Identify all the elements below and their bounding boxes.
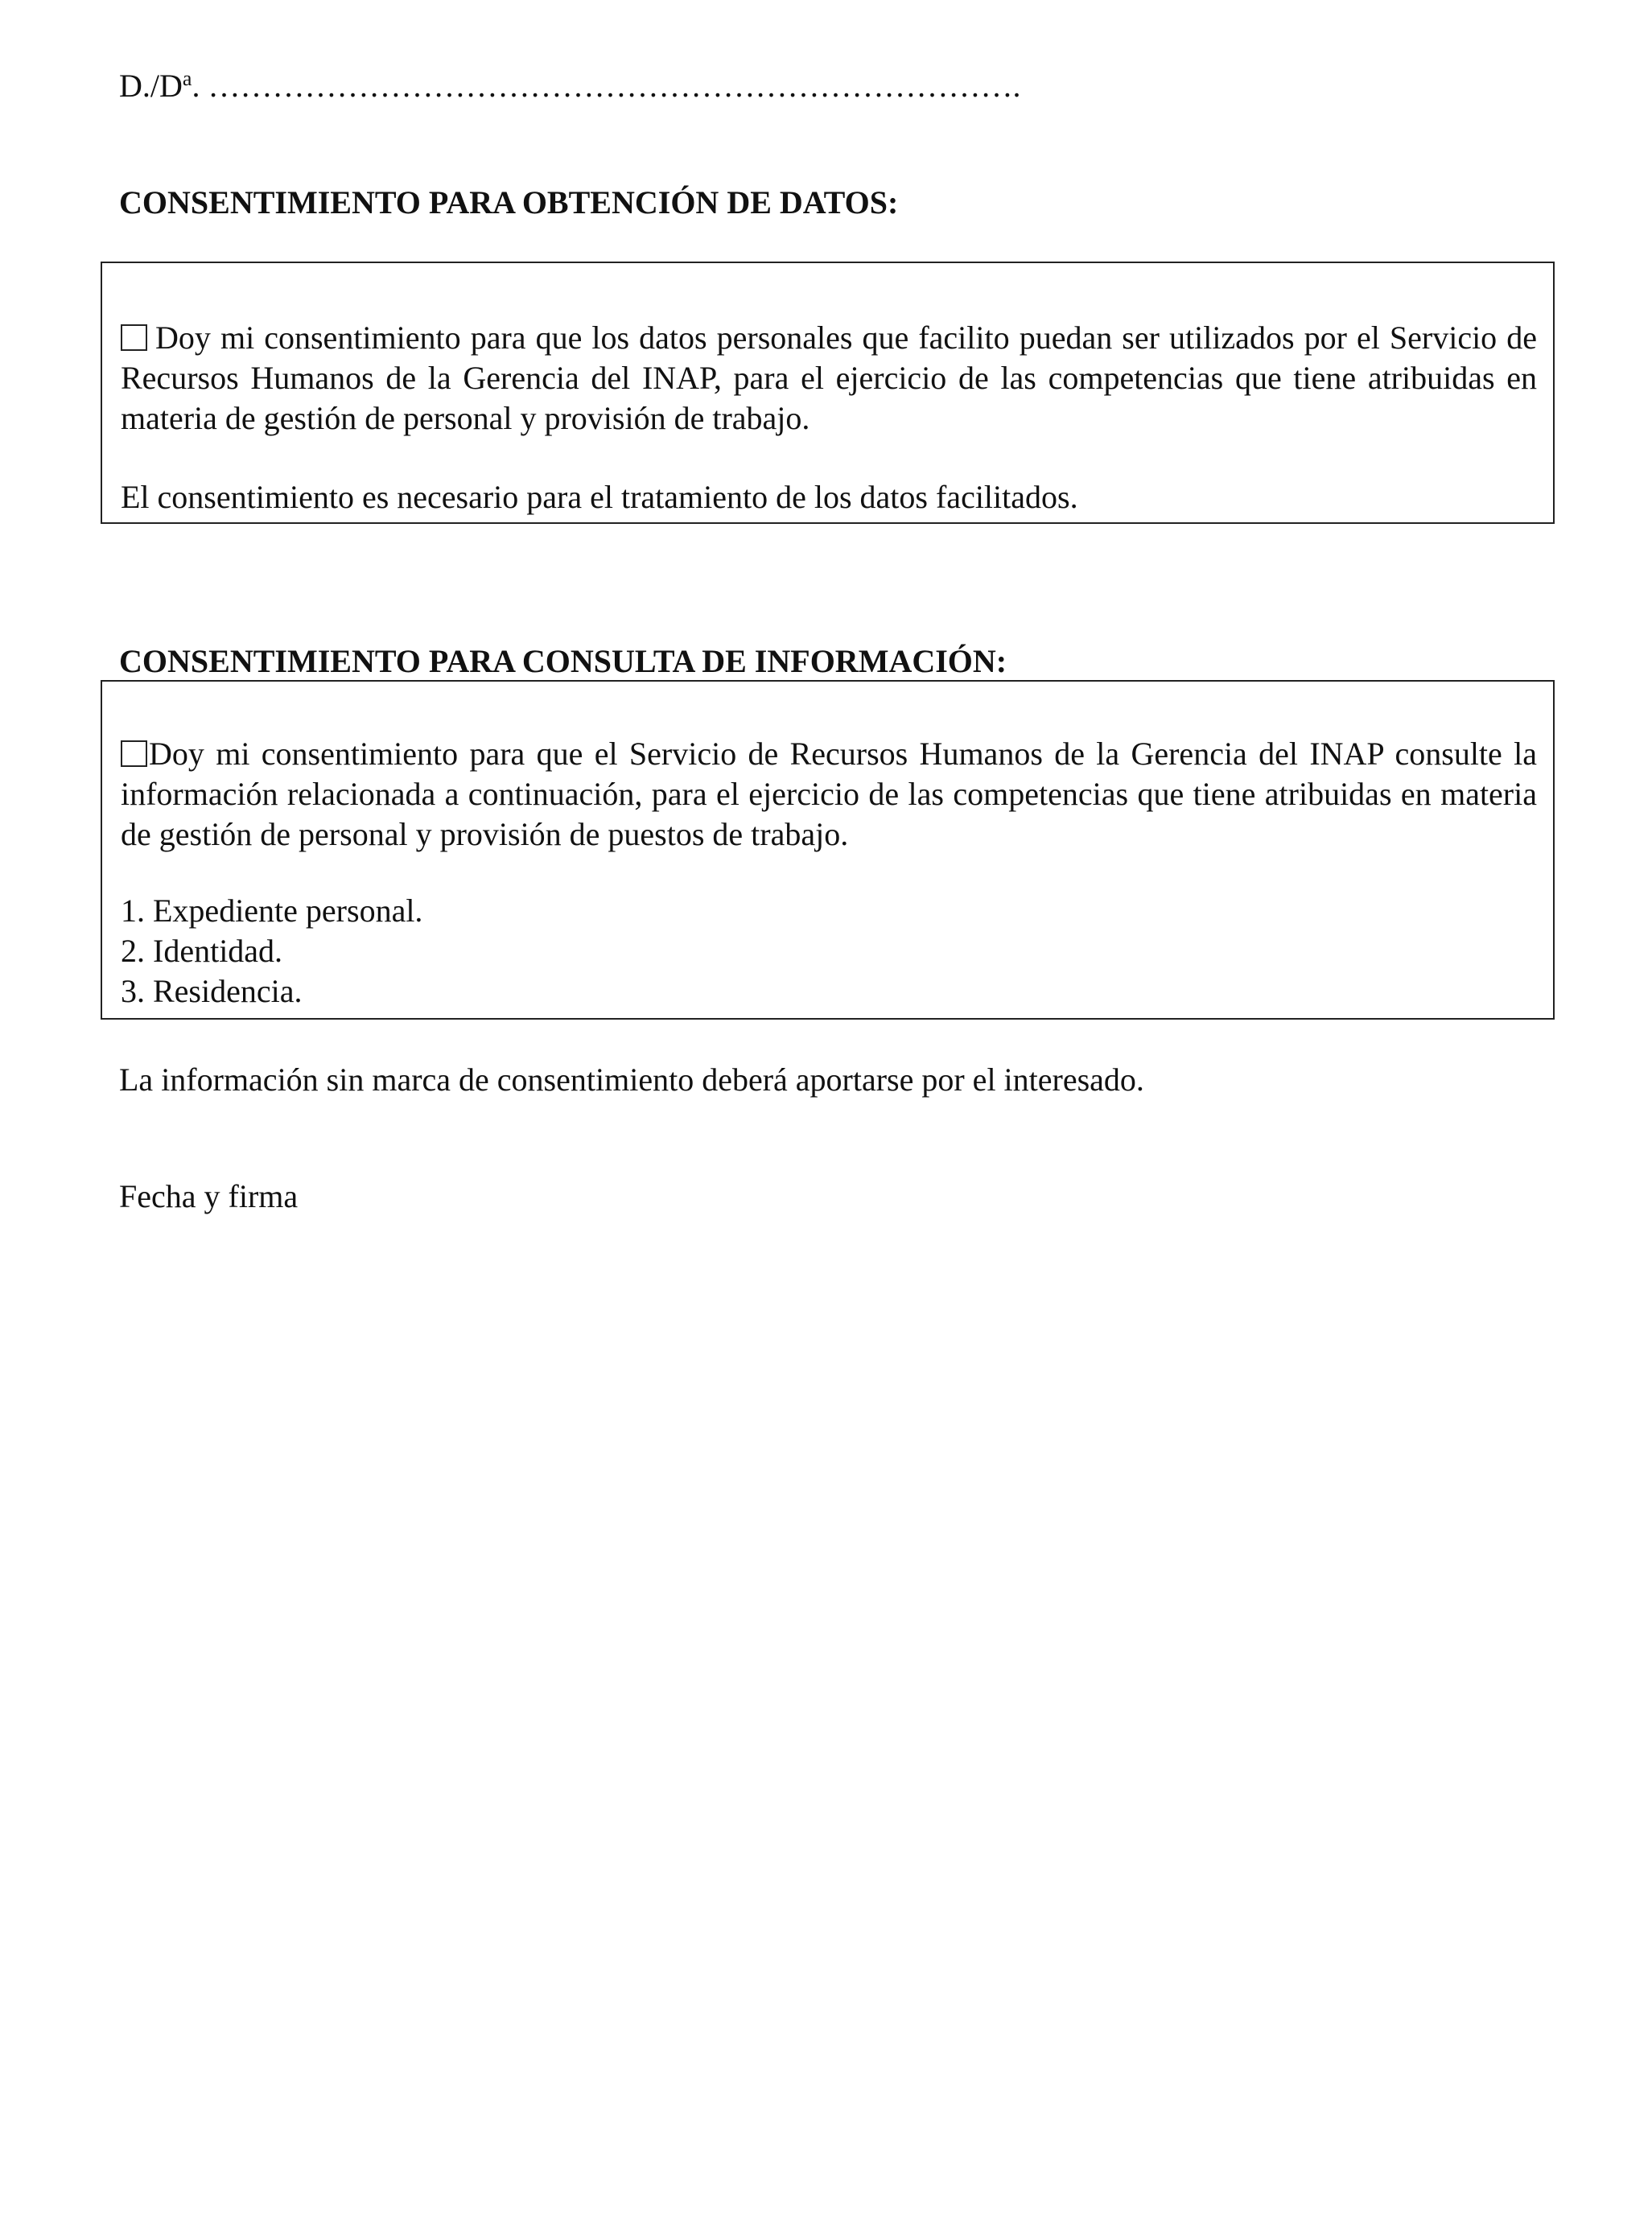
name-prefix: D./D — [119, 68, 183, 104]
section-consulta-title: CONSENTIMIENTO PARA CONSULTA DE INFORMACIÓN: — [119, 643, 1007, 679]
section-datos-note: El consentimiento es necesario para el tratamiento de los datos facilitados. — [121, 479, 1078, 515]
section-datos-box — [101, 262, 1555, 524]
section-consulta-box — [101, 680, 1555, 1020]
name-line — [119, 66, 1020, 106]
section-consulta-list — [121, 891, 1537, 1012]
section-datos-consent — [121, 318, 1537, 439]
name-ordinal: a — [182, 67, 192, 90]
name-dots[interactable]: . …………………………………………………………………. — [192, 68, 1021, 104]
list-item: 2. Identidad. — [121, 933, 283, 969]
list-item: 3. Residencia. — [121, 973, 303, 1009]
section-datos-content — [121, 318, 1537, 517]
footer-note: La información sin marca de consentimiento deberá aportarse por el interesado. — [119, 1061, 1144, 1098]
section-datos-consent-text: Doy mi consentimiento para que los datos personales que facilito puedan ser utilizados por el Servicio de Recursos Humanos de la Gerencia del INAP, para el ejercicio de las competencias que tiene atribuidas en materia de gestión de personal y provisión de trabajo. — [121, 319, 1537, 436]
section-datos-title: CONSENTIMIENTO PARA OBTENCIÓN DE DATOS: — [119, 184, 899, 221]
checkbox-consulta[interactable] — [121, 740, 147, 767]
list-item: 1. Expediente personal. — [121, 892, 423, 929]
checkbox-datos[interactable] — [121, 324, 147, 351]
signature-label: Fecha y firma — [119, 1178, 299, 1214]
section-consulta-consent — [121, 734, 1537, 855]
section-consulta-content — [121, 734, 1537, 1012]
section-consulta-consent-text: Doy mi consentimiento para que el Servicio de Recursos Humanos de la Gerencia del INAP consulte la información relacionada a continuación, para el ejercicio de las competencias que tiene atribuidas en materia de gestión de personal y provisión de puestos de trabajo. — [121, 736, 1537, 852]
